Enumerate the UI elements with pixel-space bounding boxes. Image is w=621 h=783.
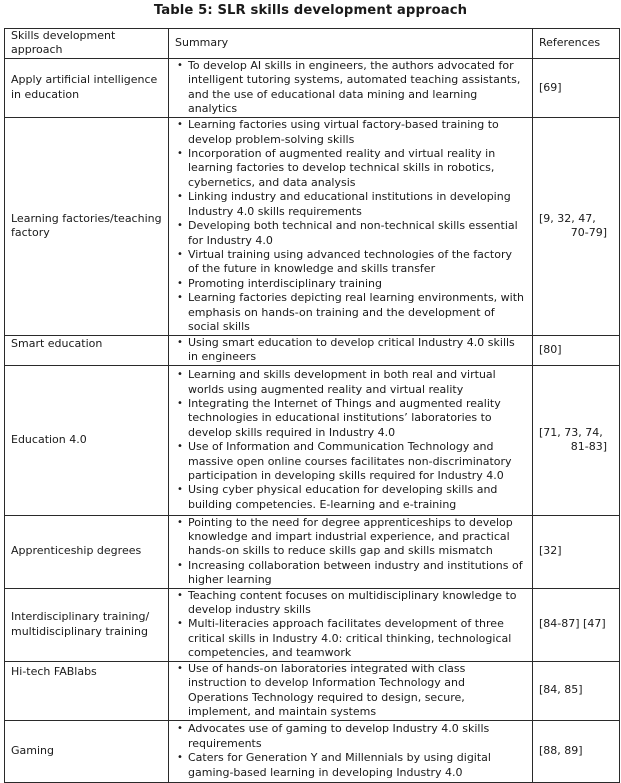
summary-cell <box>169 335 533 365</box>
summary-cell <box>169 720 533 782</box>
references-text: [9, 32, 47, <box>539 211 596 225</box>
summary-cell <box>169 515 533 588</box>
summary-item: • Learning factories using virtual factory-based training to develop problem-solving skills <box>175 118 526 147</box>
references-cell <box>533 365 620 515</box>
references-text: [84, 85] <box>539 683 583 697</box>
table-row <box>5 365 620 515</box>
summary-item: • Virtual training using advanced technologies of the factory of the future in knowledge and skills transfer <box>175 248 526 277</box>
summary-item: • Multi-literacies approach facilitates development of three critical skills in Industry 4.0: critical thinking, technological competencies, and teamwork <box>175 617 526 660</box>
summary-item: • Pointing to the need for degree apprenticeships to develop knowledge and impart industrial experience, and practical hands-on skills to reduce skills gap and skills mismatch <box>175 516 526 559</box>
header-approach: Skills development approach <box>5 29 169 59</box>
summary-item: • Incorporation of augmented reality and virtual reality in learning factories to develop technical skills in robotics, cybernetics, and data analysis <box>175 147 526 190</box>
summary-item: • Linking industry and educational institutions in developing Industry 4.0 skills requirements <box>175 190 526 219</box>
references-text: [69] <box>539 80 562 94</box>
summary-item: • Teaching content focuses on multidisciplinary knowledge to develop industry skills <box>175 589 526 618</box>
table-row <box>5 661 620 720</box>
summary-list <box>175 722 526 780</box>
summary-item: • Promoting interdisciplinary training <box>175 277 526 291</box>
summary-cell <box>169 117 533 335</box>
references-cell <box>533 58 620 117</box>
approach-cell: Hi-tech FABlabs <box>5 661 169 720</box>
summary-list <box>175 589 526 661</box>
table-caption: Table 5: SLR skills development approach <box>153 3 468 18</box>
references-text: [32] <box>539 544 562 558</box>
references-cell <box>533 515 620 588</box>
summary-item: • Caters for Generation Y and Millennials by using digital gaming-based learning in developing Industry 4.0 <box>175 751 526 780</box>
summary-item: • Increasing collaboration between industry and institutions of higher learning <box>175 559 526 588</box>
references-cell <box>533 335 620 365</box>
summary-item: • Integrating the Internet of Things and augmented reality technologies in educational institutions’ laboratories to develop skills required in Industry 4.0 <box>175 397 526 440</box>
summary-item: • Learning and skills development in both real and virtual worlds using augmented reality and virtual reality <box>175 368 526 397</box>
references-cell <box>533 588 620 661</box>
references-text: [71, 73, 74, <box>539 425 603 439</box>
references-text-continued: 81-83] <box>570 440 607 454</box>
references-cell <box>533 661 620 720</box>
approach-cell: Gaming <box>5 720 169 782</box>
references-text: [88, 89] <box>539 743 583 757</box>
header-summary: Summary <box>169 29 533 59</box>
table-header-row <box>5 29 620 59</box>
summary-list <box>175 59 526 117</box>
references-text: [84-87] [47] <box>539 617 606 631</box>
references-text-continued: 70-79] <box>570 226 607 240</box>
header-references: References <box>533 29 620 59</box>
summary-list <box>175 118 526 334</box>
summary-list <box>175 516 526 588</box>
summary-item: • Use of hands-on laboratories integrated with class instruction to develop Information Technology and Operations Technology required to design, secure, implement, and maintain systems <box>175 662 526 720</box>
summary-item: • Advocates use of gaming to develop Industry 4.0 skills requirements <box>175 722 526 751</box>
summary-item: • Developing both technical and non-technical skills essential for Industry 4.0 <box>175 219 526 248</box>
summary-list <box>175 336 526 365</box>
table-row <box>5 335 620 365</box>
references-text: [80] <box>539 343 562 357</box>
table-row <box>5 117 620 335</box>
summary-item: • Using cyber physical education for developing skills and building competencies. E-learning and e-training <box>175 483 526 512</box>
approach-cell: Education 4.0 <box>5 365 169 515</box>
summary-item: • Using smart education to develop critical Industry 4.0 skills in engineers <box>175 336 526 365</box>
summary-cell <box>169 58 533 117</box>
table-row <box>5 720 620 782</box>
summary-cell <box>169 588 533 661</box>
approach-cell: Interdisciplinary training/ multidisciplinary training <box>5 588 169 661</box>
references-cell <box>533 117 620 335</box>
summary-cell <box>169 661 533 720</box>
skills-development-table <box>4 28 620 783</box>
summary-cell <box>169 365 533 515</box>
summary-item: • To develop AI skills in engineers, the authors advocated for intelligent tutoring systems, automated teaching assistants, and the use of educational data mining and learning analytics <box>175 59 526 117</box>
approach-cell: Learning factories/teaching factory <box>5 117 169 335</box>
table-row <box>5 515 620 588</box>
approach-cell: Apply artificial intelligence in education <box>5 58 169 117</box>
table-row <box>5 588 620 661</box>
summary-item: • Use of Information and Communication Technology and massive open online courses facilitates non-discriminatory participation in developing skills required for Industry 4.0 <box>175 440 526 483</box>
approach-cell: Apprenticeship degrees <box>5 515 169 588</box>
approach-cell: Smart education <box>5 335 169 365</box>
summary-list <box>175 662 526 720</box>
table-row <box>5 58 620 117</box>
summary-list <box>175 368 526 512</box>
summary-item: • Learning factories depicting real learning environments, with emphasis on hands-on training and the development of social skills <box>175 291 526 334</box>
references-cell <box>533 720 620 782</box>
